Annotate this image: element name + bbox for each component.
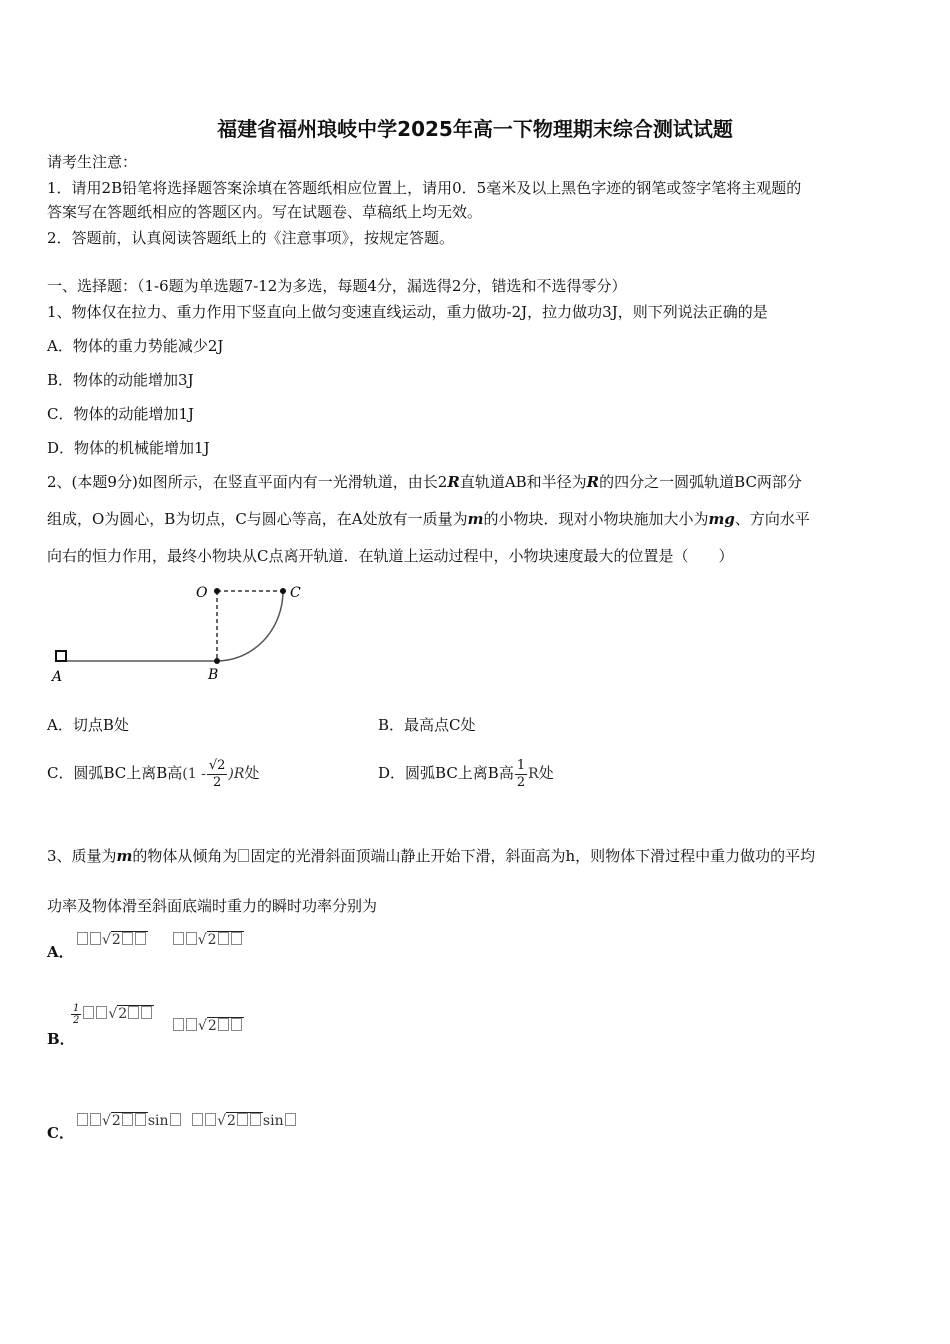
missing-symbol-icon — [285, 1113, 296, 1126]
missing-symbol-icon — [186, 1018, 197, 1031]
q3-stem-line-2: 功率及物体滑至斜面底端时重力的瞬时功率分别为 — [47, 897, 378, 915]
q2-option-d — [378, 748, 554, 798]
missing-symbol-icon — [135, 1113, 146, 1126]
q3-option-b-formula-1 — [70, 998, 154, 1029]
q2-option-d-math: R — [528, 766, 539, 782]
sqrt-icon: √ — [108, 1006, 118, 1022]
missing-symbol-icon — [90, 932, 101, 945]
q2-text: 的四分之一圆弧轨道BC两部分 — [599, 473, 802, 491]
sqrt-icon: √ — [102, 1113, 111, 1129]
q2-option-d-text: D．圆弧BC上离B高 — [378, 764, 514, 782]
missing-symbol-icon — [128, 1006, 139, 1019]
sqrt-value: 2 — [207, 1018, 217, 1034]
arc-track-bc — [217, 591, 283, 661]
q3-option-b-label: B． — [47, 1030, 75, 1048]
label-c: C — [290, 585, 301, 601]
q3-stem-line-1 — [47, 846, 815, 866]
fraction-denominator: 2 — [516, 774, 526, 790]
notice-line-2: 2．答题前，认真阅读答题纸上的《注意事项》，按规定答题。 — [47, 229, 455, 247]
q1-option-c: C．物体的动能增加1J — [47, 405, 195, 423]
point-o — [214, 588, 220, 594]
point-b — [214, 658, 220, 664]
missing-symbol-icon — [231, 1018, 242, 1031]
missing-symbol-icon — [77, 1113, 88, 1126]
sqrt-radicand — [111, 1112, 148, 1129]
sqrt-icon: √ — [217, 1113, 226, 1129]
sin-text: sin — [147, 1113, 169, 1129]
sin-text: sin — [262, 1113, 284, 1129]
q2-stem-line-3: 向右的恒力作用，最终小物块从C点离开轨道．在轨道上运动过程中，小物块速度最大的位置是（ ） — [47, 547, 734, 565]
q2-option-c-text: C．圆弧BC上离B高 — [47, 764, 183, 782]
section-heading: 一、选择题：（1-6题为单选题7-12为多选，每题4分，漏选得2分，错选和不选得零分） — [47, 277, 627, 295]
q2-text: 直轨道AB和半径为 — [459, 473, 587, 491]
label-a: A — [52, 669, 63, 685]
fraction — [207, 758, 228, 791]
missing-symbol-icon — [122, 932, 133, 945]
fraction — [515, 758, 527, 791]
sqrt-radicand — [226, 1112, 263, 1129]
q2-option-b: B．最高点C处 — [378, 716, 476, 734]
fraction-numerator: 1 — [73, 1002, 80, 1014]
missing-symbol-icon — [83, 1006, 94, 1019]
missing-symbol-icon — [218, 932, 229, 945]
sqrt-value: 2 — [111, 1113, 121, 1129]
q1-option-b: B．物体的动能增加3J — [47, 371, 194, 389]
q3-text: 的物体从倾角为 — [132, 847, 238, 865]
fraction — [71, 1003, 81, 1026]
label-o: O — [196, 585, 208, 601]
q2-var-m: m — [467, 510, 484, 528]
block-icon — [56, 651, 66, 661]
q1-stem: 1、物体仅在拉力、重力作用下竖直向上做匀变速直线运动，重力做功-2J，拉力做功3J，则下列说法正确的是 — [47, 303, 768, 321]
missing-symbol-icon — [135, 932, 146, 945]
sqrt-icon: √ — [197, 932, 207, 948]
fraction-numerator: √2 — [208, 757, 226, 773]
q3-option-b-formula-2 — [172, 1015, 244, 1036]
q2-text: 的小物块．现对小物块施加大小为 — [483, 510, 709, 528]
label-b: B — [208, 667, 219, 683]
missing-symbol-icon — [173, 1018, 184, 1031]
q2-text: 2、(本题9分)如图所示，在竖直平面内有一光滑轨道，由长2 — [47, 473, 448, 491]
sqrt-value: 2 — [118, 1006, 128, 1022]
q2-var-mg: mg — [708, 510, 735, 528]
notice-line-1b: 答案写在答题纸相应的答题区内。写在试题卷、草稿纸上均无效。 — [47, 203, 483, 221]
sqrt-radicand — [207, 931, 244, 948]
sqrt-value: 2 — [227, 1113, 236, 1129]
missing-symbol-icon — [186, 932, 197, 945]
missing-symbol-icon — [77, 932, 88, 945]
q2-text: 、方向水平 — [734, 510, 810, 528]
page-title: 福建省福州琅岐中学2025年高一下物理期末综合测试试题 — [217, 117, 733, 141]
q2-option-c-math: (1 - — [182, 766, 206, 782]
q2-stem-line-1 — [47, 472, 802, 492]
track-diagram — [40, 575, 320, 690]
fraction-denominator: 2 — [212, 774, 222, 790]
q1-option-d: D．物体的机械能增加1J — [47, 439, 210, 457]
q3-text: 固定的光滑斜面顶端山静止开始下滑，斜面高为h，则物体下滑过程中重力做功的平均 — [250, 847, 816, 865]
q2-option-d-text: 处 — [538, 764, 554, 782]
fraction-numerator: 1 — [516, 757, 526, 773]
q2-stem-line-2 — [47, 509, 810, 529]
notice-line-1: 1．请用2B铅笔将选择题答案涂填在答题纸相应位置上，请用0．5毫米及以上黑色字迹的钢笔或签字笔将主观题的 — [47, 179, 802, 197]
sqrt-value: 2 — [207, 932, 217, 948]
sqrt-radicand — [117, 1005, 154, 1022]
sqrt-value: 2 — [111, 932, 121, 948]
q2-option-a: A．切点B处 — [47, 716, 129, 734]
notice-heading: 请考生注意： — [47, 153, 138, 171]
missing-symbol-icon — [238, 849, 249, 862]
missing-symbol-icon — [96, 1006, 107, 1019]
missing-symbol-icon — [218, 1018, 229, 1031]
q2-option-c-math: )R — [228, 766, 245, 782]
q2-option-c — [47, 748, 259, 798]
missing-symbol-icon — [122, 1113, 133, 1126]
missing-symbol-icon — [90, 1113, 101, 1126]
sqrt-radicand — [207, 1017, 244, 1034]
sqrt-icon: √ — [102, 932, 111, 948]
q2-option-c-text: 处 — [244, 764, 260, 782]
missing-symbol-icon — [250, 1113, 261, 1126]
q2-var-r: R — [586, 473, 600, 491]
q3-var-m: m — [116, 847, 133, 865]
sqrt-radicand — [111, 931, 148, 948]
fraction-denominator: 2 — [73, 1014, 80, 1026]
q2-text: 组成，O为圆心，B为切点，C与圆心等高，在A处放有一质量为 — [47, 510, 468, 528]
q3-option-c-label: C． — [47, 1124, 74, 1142]
missing-symbol-icon — [192, 1113, 203, 1126]
q3-option-c-formula — [76, 1110, 297, 1131]
sqrt-icon: √ — [198, 1018, 207, 1034]
missing-symbol-icon — [237, 1113, 248, 1126]
q3-option-a-label: A． — [47, 943, 74, 961]
missing-symbol-icon — [173, 932, 184, 945]
missing-symbol-icon — [170, 1113, 181, 1126]
missing-symbol-icon — [231, 932, 242, 945]
point-c — [280, 588, 286, 594]
missing-symbol-icon — [141, 1006, 152, 1019]
q1-option-a: A．物体的重力势能减少2J — [47, 337, 224, 355]
missing-symbol-icon — [205, 1113, 216, 1126]
q3-text: 3、质量为 — [47, 847, 117, 865]
q3-option-a-formula — [76, 929, 244, 950]
q2-var-r: R — [447, 473, 460, 491]
